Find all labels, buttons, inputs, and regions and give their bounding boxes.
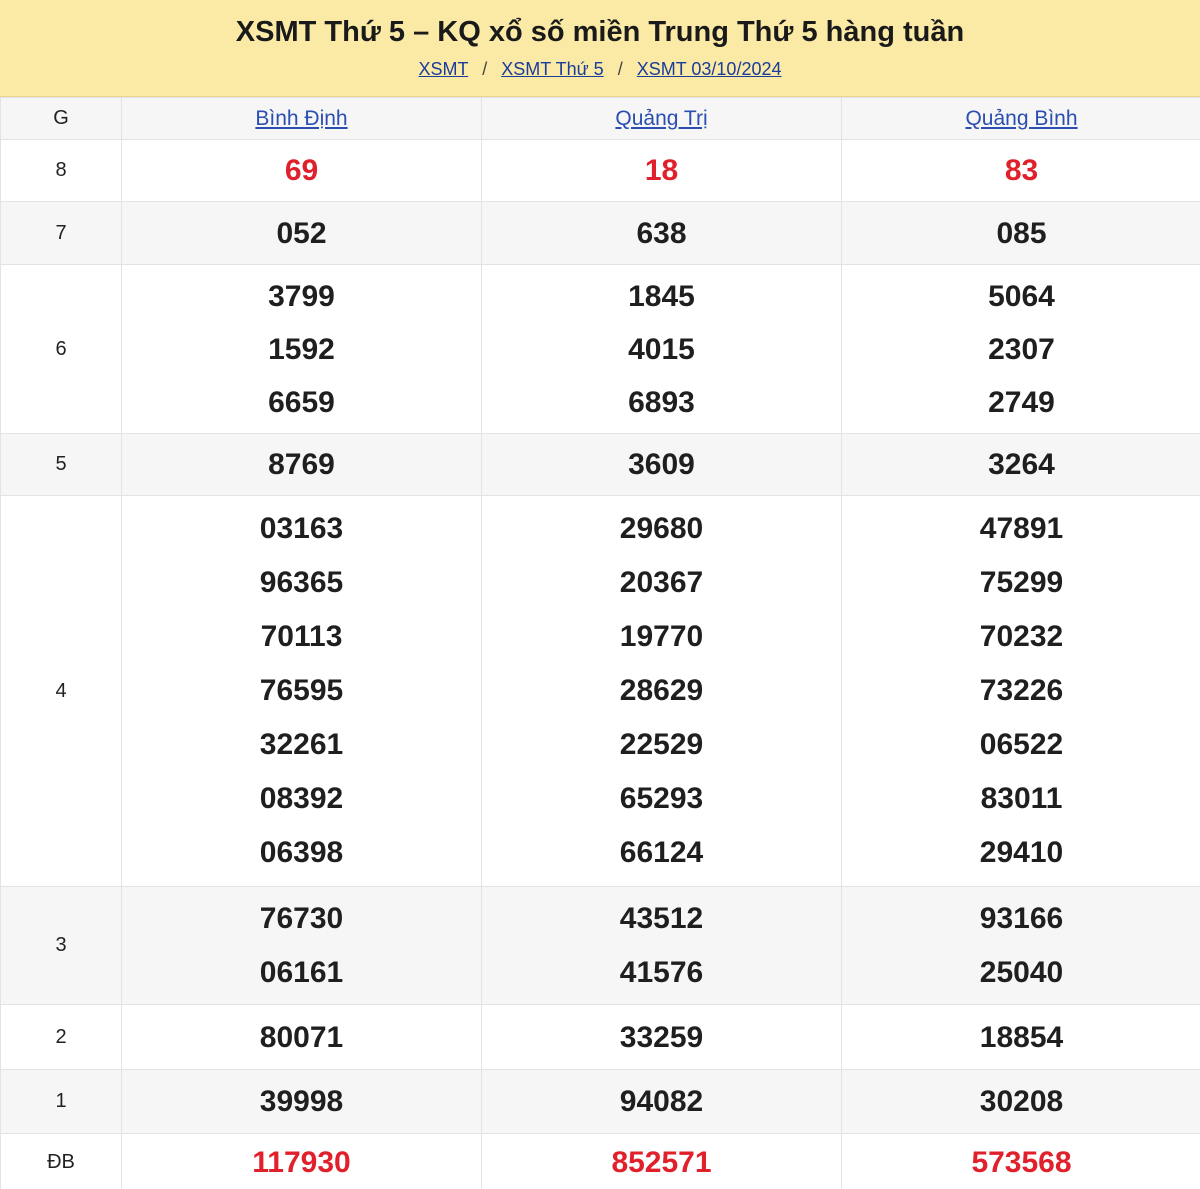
prize-row-4: [1, 496, 1200, 887]
result-number: 47891: [979, 512, 1064, 545]
result-cell: [482, 434, 842, 496]
result-cell: [482, 1005, 842, 1070]
result-number: 69: [284, 154, 319, 187]
result-cell: [482, 140, 842, 202]
result-number: 6659: [268, 385, 335, 419]
result-number: 3799: [268, 279, 335, 313]
result-number: 76595: [259, 674, 344, 707]
prize-row-6: [1, 265, 1200, 434]
result-cell: [482, 1070, 842, 1134]
result-number: 70232: [979, 620, 1064, 653]
result-number: 73226: [979, 674, 1064, 707]
result-number: 25040: [979, 955, 1064, 989]
result-number: 94082: [619, 1085, 704, 1118]
result-cell: [842, 887, 1200, 1005]
result-number: 28629: [619, 674, 704, 707]
result-cell: [482, 202, 842, 265]
prize-row-5: [1, 434, 1200, 496]
province-header: [842, 98, 1200, 140]
result-cell: [122, 1005, 482, 1070]
result-number: 18854: [979, 1020, 1064, 1054]
province-link-quang-binh[interactable]: Quảng Bình: [965, 106, 1078, 130]
province-header: [482, 98, 842, 140]
result-number: 8769: [268, 448, 335, 481]
result-cell: [482, 265, 842, 434]
table-header-row: [1, 98, 1200, 140]
result-number: 76730: [259, 901, 344, 935]
result-cell: [122, 1134, 482, 1189]
result-number: 052: [276, 216, 327, 250]
prize-label: ĐB: [1, 1134, 122, 1189]
result-number: 20367: [619, 566, 704, 599]
result-number: 06522: [979, 728, 1064, 761]
result-cell: [842, 1005, 1200, 1070]
result-number: 6893: [628, 385, 695, 419]
prize-label: 3: [1, 887, 122, 1005]
result-number: 18: [644, 154, 679, 187]
result-number: 2749: [988, 385, 1055, 419]
province-link-quang-tri[interactable]: Quảng Trị: [615, 106, 708, 130]
result-number: 03163: [259, 512, 344, 545]
prize-column-header: G: [1, 98, 122, 140]
result-number: 29680: [619, 512, 704, 545]
breadcrumb-separator: /: [482, 59, 488, 79]
prize-row-2: [1, 1005, 1200, 1070]
prize-label: 7: [1, 202, 122, 265]
result-number: 638: [636, 216, 687, 250]
result-number: 39998: [259, 1085, 344, 1118]
result-number: 65293: [619, 782, 704, 815]
result-number: 3264: [988, 448, 1055, 481]
result-number: 93166: [979, 901, 1064, 935]
prize-label: 1: [1, 1070, 122, 1134]
page-title: XSMT Thứ 5 – KQ xổ số miền Trung Thứ 5 hàng tuần: [235, 16, 965, 48]
breadcrumb-link-xsmt-date[interactable]: XSMT 03/10/2024: [636, 59, 782, 79]
result-cell: [842, 434, 1200, 496]
result-cell: [122, 434, 482, 496]
prize-row-1: [1, 1070, 1200, 1134]
results-table: [0, 97, 1200, 1189]
province-link-binh-dinh[interactable]: Bình Định: [255, 106, 348, 130]
result-number: 83011: [980, 782, 1063, 815]
result-cell: [482, 496, 842, 887]
prize-row-3: [1, 887, 1200, 1005]
result-number: 085: [996, 216, 1047, 250]
result-cell: [842, 140, 1200, 202]
page-header: [0, 0, 1200, 97]
prize-label: 2: [1, 1005, 122, 1070]
result-number: 41576: [619, 955, 704, 989]
result-number: 1592: [268, 332, 335, 366]
result-number: 117930: [252, 1146, 351, 1179]
prize-label: 4: [1, 496, 122, 887]
province-header: [122, 98, 482, 140]
result-number: 29410: [979, 836, 1064, 869]
result-cell: [122, 1070, 482, 1134]
result-number: 43512: [619, 901, 704, 935]
result-cell: [122, 140, 482, 202]
result-cell: [122, 265, 482, 434]
result-number: 08392: [259, 782, 344, 815]
breadcrumb-link-xsmt[interactable]: XSMT: [418, 59, 469, 79]
result-number: 5064: [988, 279, 1055, 313]
result-cell: [842, 496, 1200, 887]
prize-label: 8: [1, 140, 122, 202]
result-cell: [482, 887, 842, 1005]
result-cell: [482, 1134, 842, 1189]
result-number: 80071: [259, 1020, 344, 1054]
result-number: 66124: [619, 836, 704, 869]
breadcrumb-link-xsmt-thu-5[interactable]: XSMT Thứ 5: [501, 59, 604, 79]
result-cell: [122, 496, 482, 887]
result-number: 06161: [259, 955, 344, 989]
result-number: 2307: [988, 332, 1055, 366]
result-cell: [842, 265, 1200, 434]
result-cell: [842, 1070, 1200, 1134]
result-number: 19770: [619, 620, 704, 653]
result-number: 96365: [259, 566, 344, 599]
breadcrumb-separator: /: [617, 59, 623, 79]
result-number: 32261: [259, 728, 344, 761]
result-number: 70113: [260, 620, 343, 653]
result-number: 852571: [611, 1146, 712, 1179]
prize-label: 5: [1, 434, 122, 496]
result-cell: [842, 1134, 1200, 1189]
prize-row-special: [1, 1134, 1200, 1189]
result-number: 83: [1004, 154, 1039, 187]
result-number: 573568: [971, 1146, 1072, 1179]
result-number: 1845: [628, 279, 695, 313]
result-cell: [122, 887, 482, 1005]
result-number: 33259: [619, 1020, 704, 1054]
result-number: 06398: [259, 836, 344, 869]
result-number: 30208: [979, 1085, 1064, 1118]
result-cell: [842, 202, 1200, 265]
result-number: 3609: [628, 448, 695, 481]
result-number: 22529: [619, 728, 704, 761]
result-cell: [122, 202, 482, 265]
prize-row-7: [1, 202, 1200, 265]
prize-label: 6: [1, 265, 122, 434]
result-number: 75299: [979, 566, 1064, 599]
prize-row-8: [1, 140, 1200, 202]
breadcrumb: [0, 58, 1200, 80]
result-number: 4015: [628, 332, 695, 366]
